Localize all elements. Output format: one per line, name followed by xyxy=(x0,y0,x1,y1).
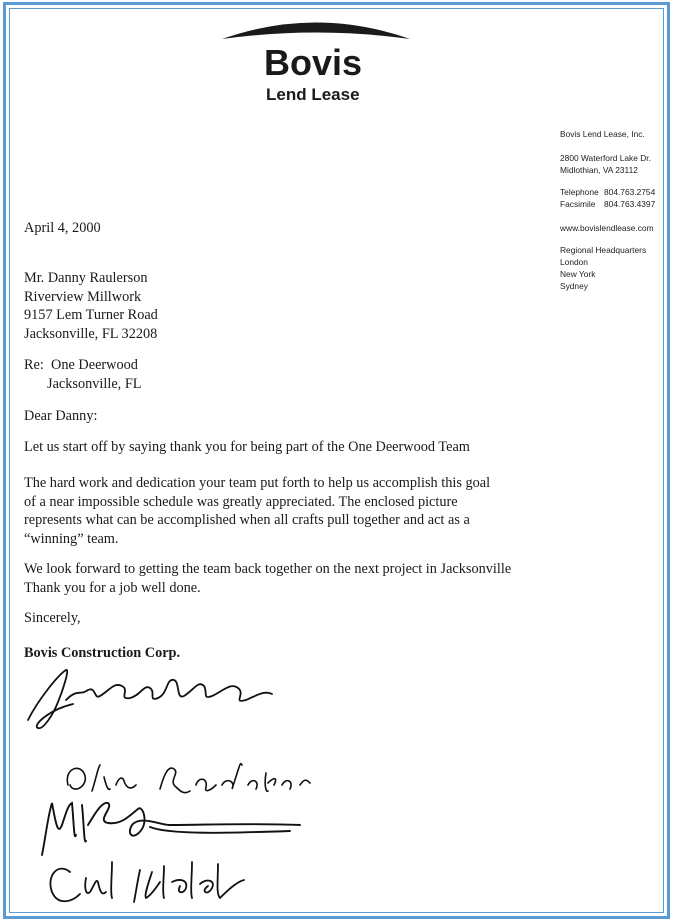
signature-4 xyxy=(40,852,250,912)
recipient-line: Mr. Danny Raulerson xyxy=(24,270,148,286)
letterhead-company-name: Bovis Lend Lease, Inc. xyxy=(560,129,645,139)
recipient-line: Riverview Millwork xyxy=(24,288,142,305)
signatory-company: Bovis Construction Corp. xyxy=(24,645,181,661)
recipient-line: 9157 Lem Turner Road xyxy=(24,307,158,324)
letterhead-address-line1: 2800 Waterford Lake Dr. xyxy=(560,153,651,163)
letter-date: April 4, 2000 xyxy=(24,220,101,236)
paragraph-3: We look forward to getting the team back together on the next project in Jacksonville Thank you for a job well done. xyxy=(24,561,512,596)
re-line2: Jacksonville, FL xyxy=(47,375,142,392)
logo-subtitle: Lend Lease xyxy=(266,85,360,104)
salutation: Dear Danny: xyxy=(24,408,98,424)
telephone-number: 804.763.2754 xyxy=(604,187,656,197)
region-sydney: Sydney xyxy=(560,281,588,291)
regional-headquarters-label: Regional Headquarters xyxy=(560,245,647,255)
facsimile-number: 804.763.4397 xyxy=(604,199,656,209)
re-line1: One Deerwood xyxy=(51,357,138,373)
signature-1 xyxy=(18,660,278,736)
logo-wordmark: Bovis xyxy=(264,42,363,83)
letterhead-address-line2: Midlothian, VA 23112 xyxy=(560,165,638,175)
region-london: London xyxy=(560,257,588,267)
subject-line xyxy=(24,356,142,393)
letterhead-address-block xyxy=(560,128,668,292)
logo-arc-icon xyxy=(222,18,410,40)
facsimile-label: Facsimile xyxy=(560,199,596,209)
telephone-label: Telephone xyxy=(560,187,599,197)
paragraph-1: Let us start off by saying thank you for being part of the One Deerwood Team xyxy=(24,439,470,455)
recipient-address xyxy=(24,269,158,343)
letterhead-website: www.bovislendlease.com xyxy=(560,223,654,233)
paragraph-2: The hard work and dedication your team put forth to help us accomplish this goal of a near impossible schedule was greatly appreciated. The enclosed picture represents what can be accomplished when all crafts pull together and act as a “winning” team. xyxy=(24,475,491,547)
letterhead-facsimile-row xyxy=(560,198,668,210)
recipient-line: Jacksonville, FL 32208 xyxy=(24,325,158,342)
closing: Sincerely, xyxy=(24,610,81,626)
region-new-york: New York xyxy=(560,269,596,279)
re-label: Re: xyxy=(24,357,44,373)
letterhead-telephone-row xyxy=(560,186,668,198)
